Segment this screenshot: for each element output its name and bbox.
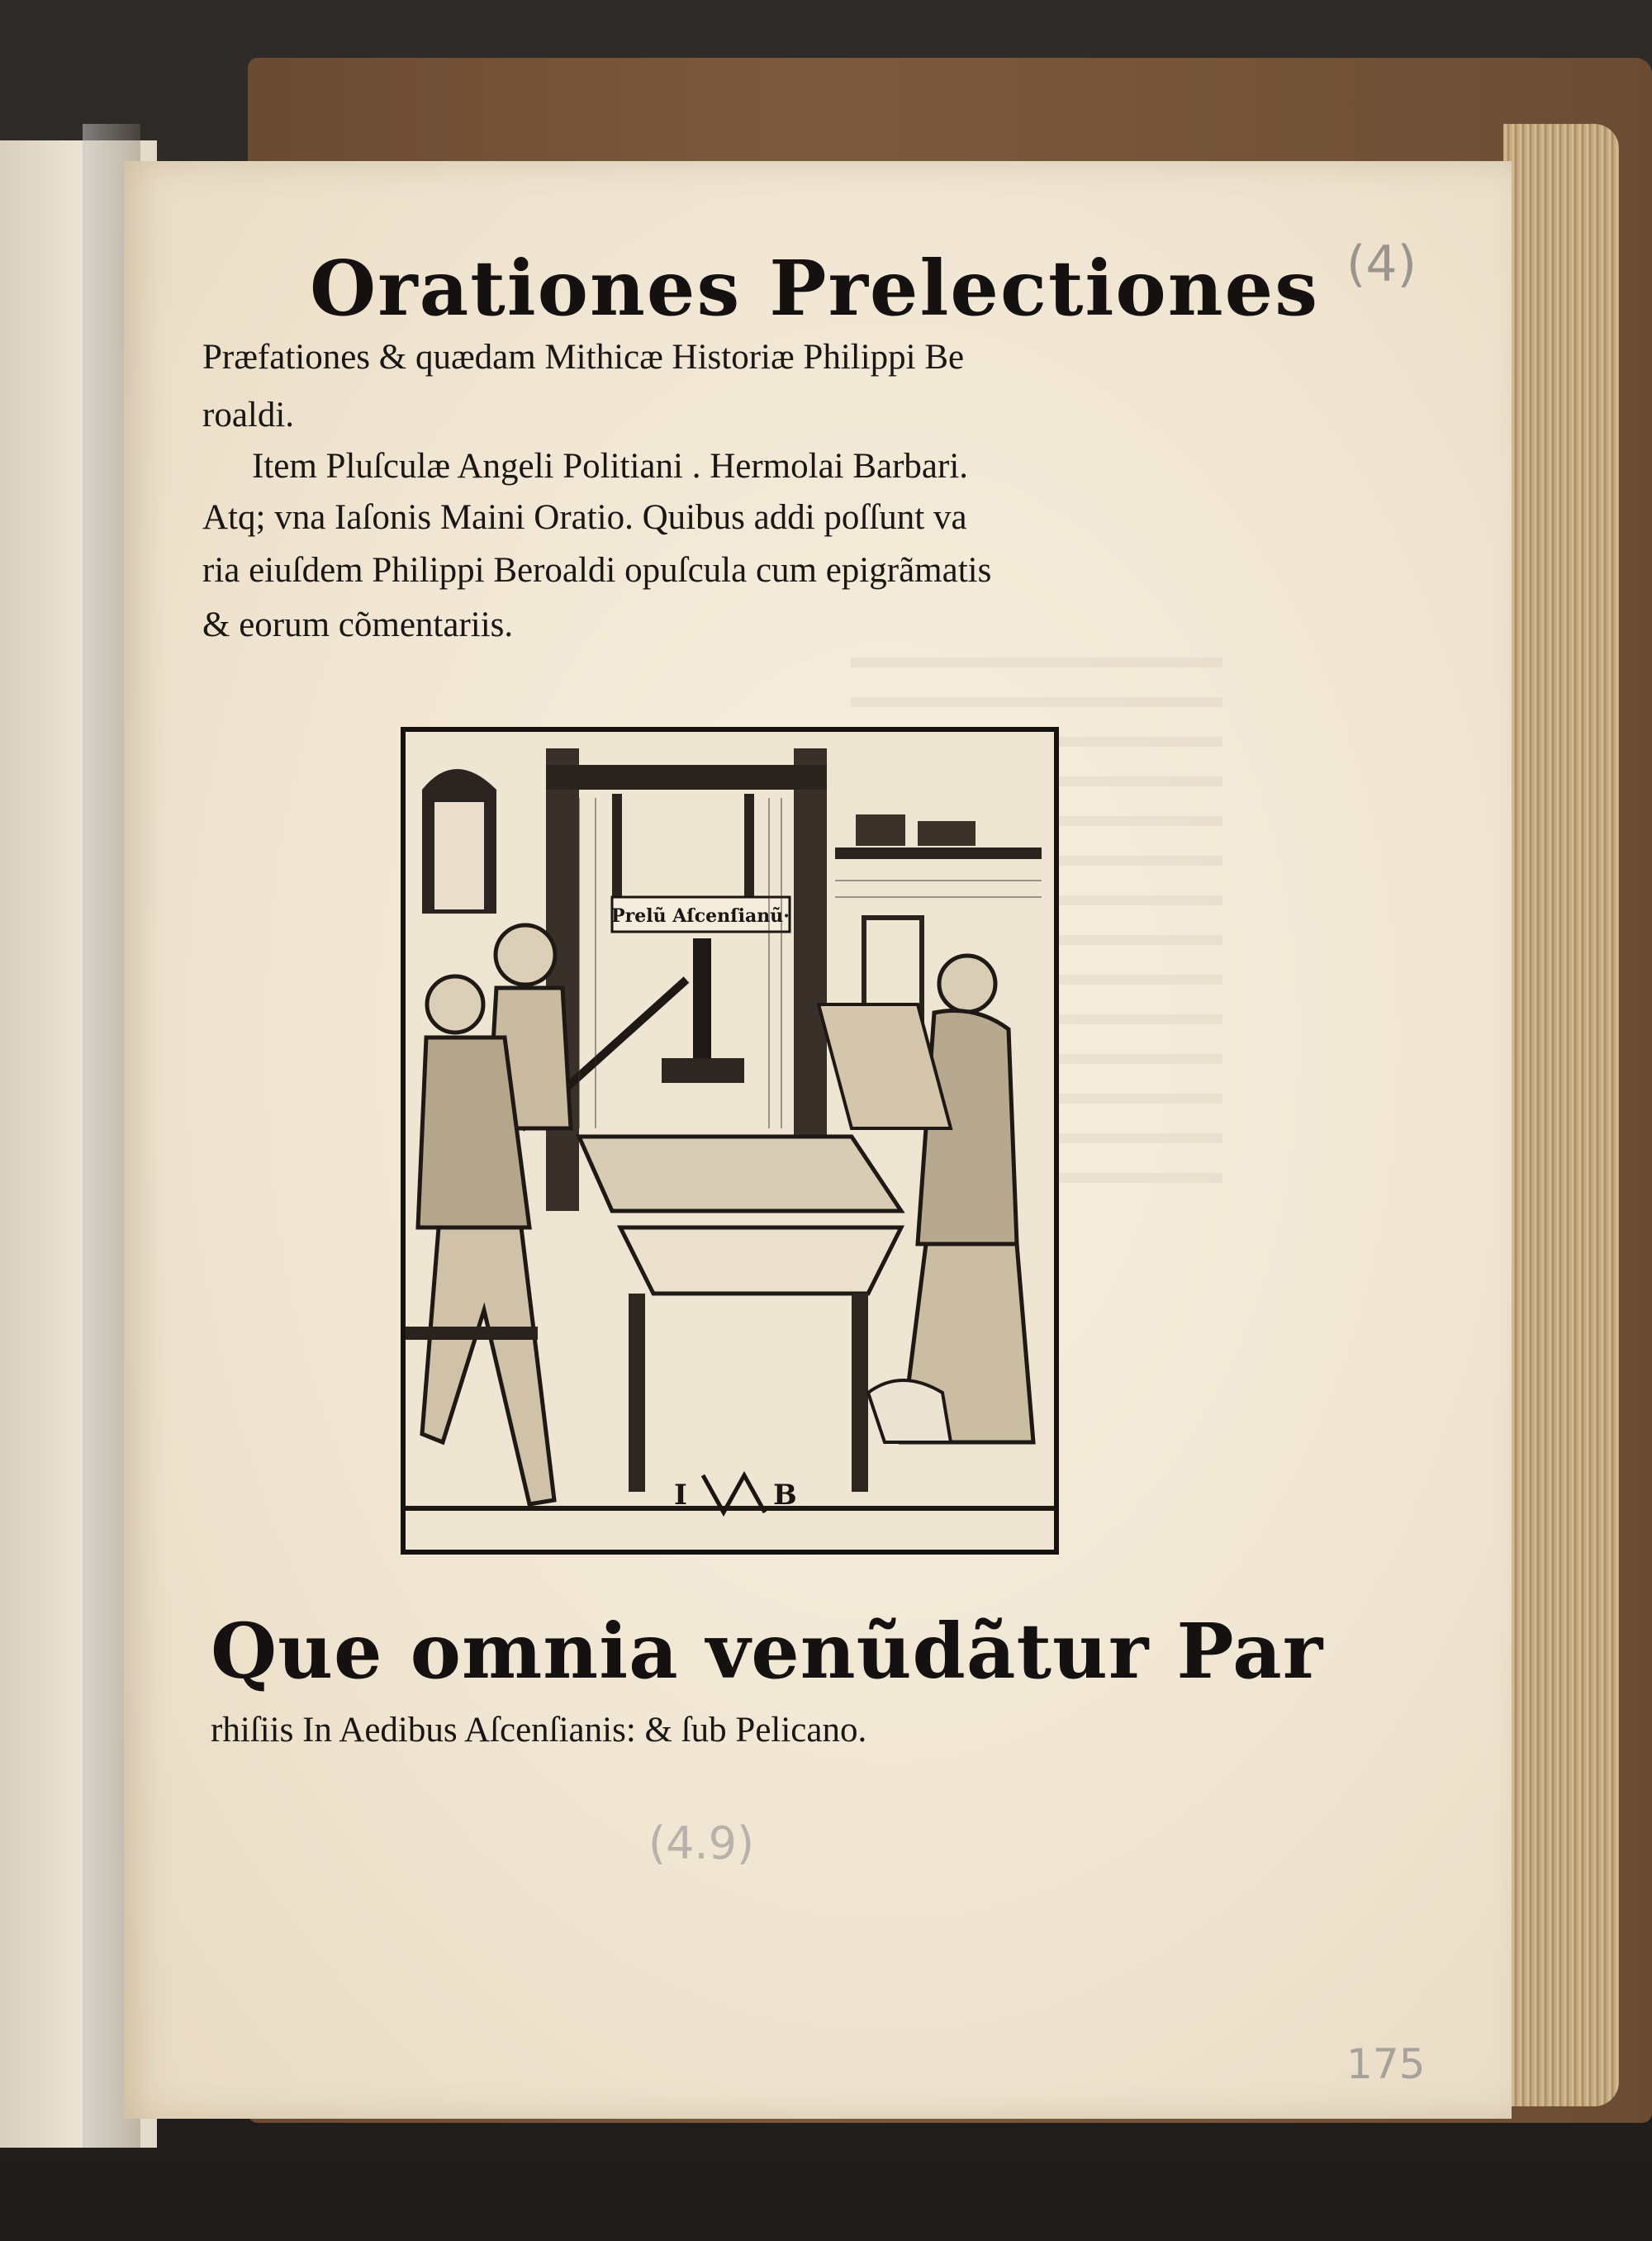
page-block-edges [1503, 124, 1619, 2106]
bench [406, 1327, 538, 1340]
press-rod-1 [612, 794, 622, 901]
type-case [819, 1004, 951, 1128]
window-pane [434, 802, 484, 909]
compositor-head [939, 956, 995, 1012]
body-line-6: & eorum cõmentariis. [202, 605, 514, 644]
shelf [835, 847, 1042, 859]
page-title: Orationes Prelectiones [310, 244, 1319, 333]
body-line-2: roaldi. [202, 396, 295, 434]
press-bed [579, 1137, 901, 1211]
press-rod-2 [744, 794, 754, 901]
woodcut-illustration [406, 732, 1054, 1550]
imprint-line: rhiſiis In Aedibus Aſcenſianis: & ſub Pelicano. [211, 1711, 867, 1750]
imprint-title: Que omnia venũdãtur Par [211, 1607, 1324, 1696]
body-line-5: ria eiuſdem Philippi Beroaldi opuſcula cum epigrãmatis [202, 551, 992, 590]
press-pillar-left [546, 748, 579, 1211]
pressman-head-front [427, 976, 483, 1033]
banner-label: Prelũ Aſcenſianũ· [611, 905, 790, 927]
press-platen [662, 1058, 744, 1083]
press-leg-right [852, 1294, 868, 1492]
press-crossbeam [546, 765, 827, 790]
dog [868, 1380, 951, 1442]
printing-press-woodcut [401, 727, 1059, 1555]
body-line-1: Præfationes & quædam Mithicæ Historiæ Philippi Be [202, 338, 965, 377]
press-screw [693, 938, 711, 1062]
body-line-3: Item Pluſculæ Angeli Politiani . Hermolai Barbari. [252, 447, 969, 486]
pencil-note-bottom: 175 [1346, 2040, 1426, 2088]
monogram-left: I [674, 1479, 687, 1512]
pressman-head-back [496, 925, 555, 985]
monogram-right: B [773, 1479, 797, 1512]
body-line-4: Atq; vna Iaſonis Maini Oratio. Quibus addi poſſunt va [202, 498, 967, 537]
press-tympan [620, 1227, 901, 1294]
press-leg-left [629, 1294, 645, 1492]
pencil-note-middle: (4.9) [648, 1817, 755, 1869]
pencil-note-top: (4) [1346, 235, 1417, 293]
book-stack-2 [918, 821, 976, 846]
book-stack-1 [856, 814, 905, 846]
pressman-legs [422, 1227, 554, 1504]
